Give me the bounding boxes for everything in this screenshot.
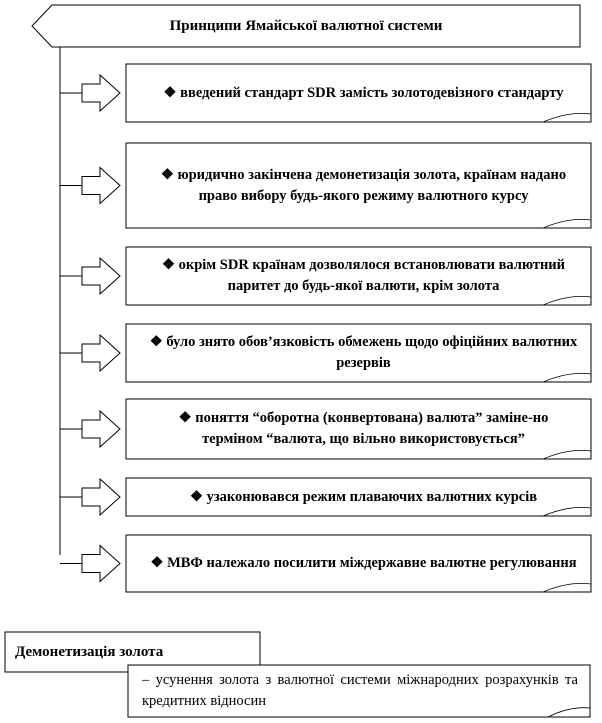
arrow-right-icon [82, 335, 120, 371]
arrow-right-icon [82, 546, 120, 582]
diamond-bullet-icon: ❖ [150, 555, 168, 571]
principle-line [190, 487, 537, 508]
principle-label: поняття “оборотна (конвертована) валюта” заміне-но терміном “валюта, що вільно використовується” [195, 410, 549, 447]
principle-label: введений стандарт SDR замість золотодевізного стандарту [180, 84, 564, 101]
principle-text [140, 143, 587, 228]
principle-line [164, 83, 564, 104]
diamond-bullet-icon: ❖ [161, 257, 179, 273]
diamond-bullet-icon: ❖ [163, 84, 181, 101]
arrow-right-icon [82, 411, 120, 447]
arrow-right-icon [82, 168, 120, 204]
arrow-right-icon [82, 75, 120, 111]
diamond-bullet-icon: ❖ [189, 488, 207, 505]
term-definition: – усунення золота з валютної системи міжнародних розрахунків та кредитних відносин [142, 672, 578, 709]
principle-label: окрім SDR країнам дозволялося встановлювати валютний паритет до будь-якої валюти, крім золота [178, 257, 566, 294]
principle-text [140, 478, 587, 516]
principle-line [150, 553, 576, 574]
term-label: Демонетизація золота [15, 643, 164, 660]
principle-label: МВФ належало посилити міждержавне валютне регулювання [167, 555, 577, 571]
principle-line [148, 408, 579, 450]
diamond-bullet-icon: ❖ [160, 166, 178, 183]
principle-text [140, 324, 587, 382]
principle-text [140, 247, 587, 305]
principle-text [140, 64, 587, 122]
principle-text [140, 399, 587, 459]
arrow-right-icon [82, 258, 120, 294]
principle-line [148, 165, 579, 207]
arrow-right-icon [82, 479, 120, 515]
principle-line [148, 332, 579, 374]
diamond-bullet-icon: ❖ [178, 410, 196, 426]
principle-text [140, 535, 587, 592]
diamond-bullet-icon: ❖ [149, 334, 167, 350]
principle-label: юридично закінчена демонетизація золота, країнам надано право вибору будь-якого режиму валютного курсу [177, 166, 567, 204]
principle-label: узаконювався режим плаваючих валютних курсів [206, 488, 538, 505]
title: Принципи Ямайської валютної системи [169, 17, 443, 34]
principle-label: було знято обов’язковість обмежень щодо офіційних валютних резервів [166, 334, 578, 371]
principle-line [148, 255, 579, 297]
